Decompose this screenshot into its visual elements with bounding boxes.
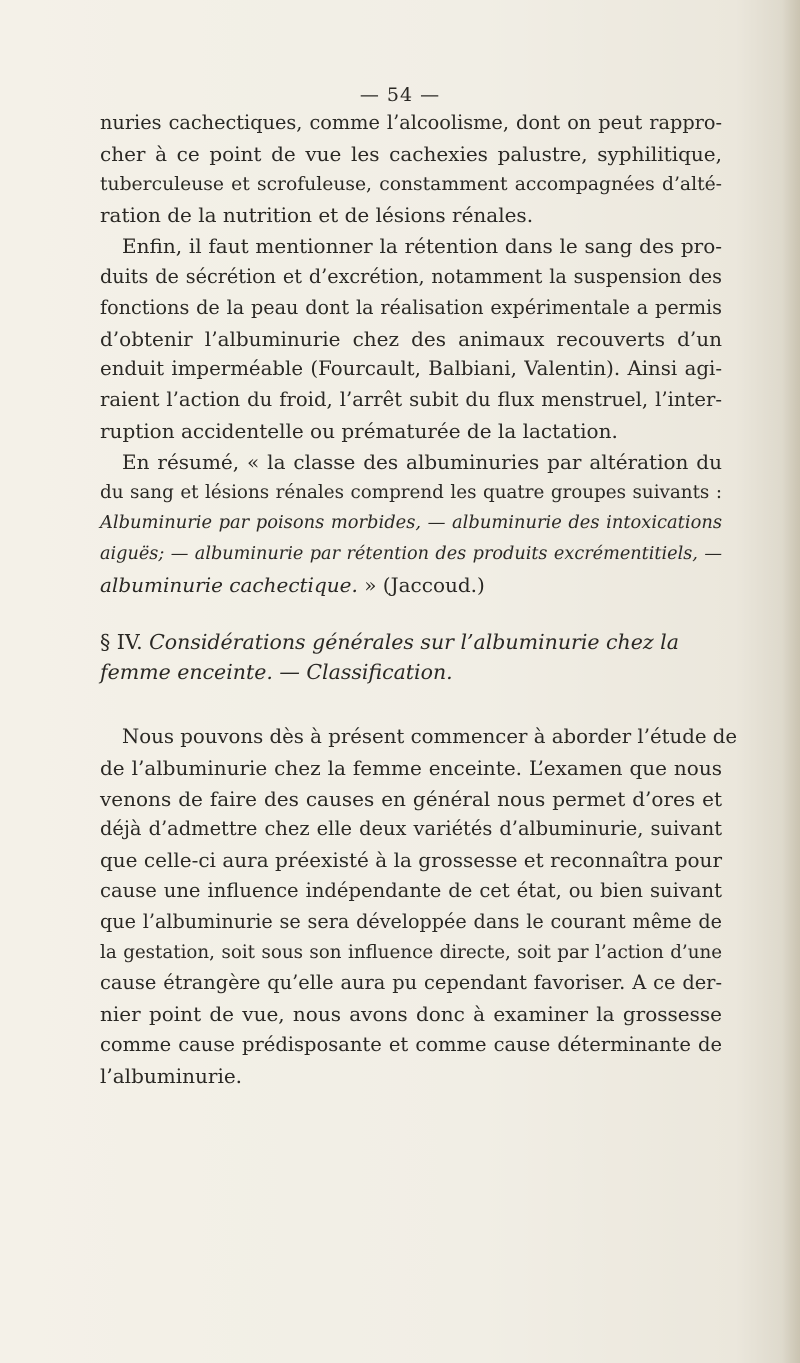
text-line: cause une influence indépendante de cet état, ou bien suivant [100, 878, 722, 902]
heading-text: Considérations générales sur l’albuminurie chez la [149, 630, 679, 654]
section-heading [100, 627, 722, 687]
text-line: de l’albuminurie chez la femme enceinte. L’examen que nous [100, 755, 722, 780]
text-line: aiguës; — albuminurie par rétention des produits excrémentitiels, — [100, 544, 722, 565]
text-line: Nous pouvons dès à présent commencer à aborder l’étude de [122, 725, 738, 748]
text-line: Albuminurie par poisons morbides, — albuminurie des intoxications [100, 512, 722, 534]
heading-line [100, 657, 722, 687]
text-fragment: » (Jaccoud.) [357, 572, 485, 597]
text-block-upper [100, 108, 722, 601]
text-line: duits de sécrétion et d’excrétion, notamment la suspension des [100, 264, 722, 288]
heading-text: femme enceinte. — Classification. [100, 660, 453, 684]
page-edge-shadow [782, 0, 800, 1363]
text-line: la gestation, soit sous son influence directe, soit par l’action d’une [100, 941, 722, 963]
text-line: d’obtenir l’albuminurie chez des animaux recouverts d’un [100, 326, 722, 351]
text-line: comme cause prédisposante et comme cause déterminante de [100, 1032, 722, 1056]
text-line: cause étrangère qu’elle aura pu cependant favoriser. A ce der- [100, 971, 722, 995]
text-line: nuries cachectiques, comme l’alcoolisme, dont on peut rappro- [100, 111, 722, 134]
text-line: fonctions de la peau dont la réalisation expérimentale a permis [100, 295, 722, 319]
page-number: — 54 — [359, 84, 441, 106]
text-line: l’albuminurie. [100, 1063, 243, 1088]
text-line [100, 570, 722, 601]
text-line: que celle-ci aura préexisté à la grossesse et reconnaîtra pour [100, 848, 722, 873]
text-line: du sang et lésions rénales comprend les quatre groupes suivants : [100, 481, 722, 503]
text-line: En résumé, « la classe des albuminuries par altération du [122, 449, 722, 474]
text-line: Enfin, il faut mentionner la rétention dans le sang des pro- [122, 234, 722, 259]
text-line: nier point de vue, nous avons donc à examiner la grossesse [100, 1002, 722, 1027]
text-line: ration de la nutrition et de lésions rénales. [100, 203, 534, 228]
text-line: que l’albuminurie se sera développée dans le courant même de [100, 909, 722, 933]
text-fragment-italic: albuminurie cachectique. [100, 572, 358, 597]
text-line: raient l’action du froid, l’arrêt subit du flux menstruel, l’inter- [100, 388, 722, 412]
text-line: enduit imperméable (Fourcault, Balbiani, Valentin). Ainsi agi- [100, 357, 722, 381]
text-line: ruption accidentelle ou prématurée de la lactation. [100, 418, 618, 443]
text-block-lower [100, 722, 738, 1092]
text-line: cher à ce point de vue les cachexies palustre, syphilitique, [100, 141, 722, 166]
section-number: § IV. [100, 630, 150, 654]
text-line: venons de faire des causes en général nous permet d’ores et [100, 786, 722, 811]
text-line: déjà d’admettre chez elle deux variétés d’albuminurie, suivant [100, 817, 722, 841]
heading-line [100, 627, 722, 657]
text-line: tuberculeuse et scrofuleuse, constamment accompagnées d’alté- [100, 173, 722, 195]
